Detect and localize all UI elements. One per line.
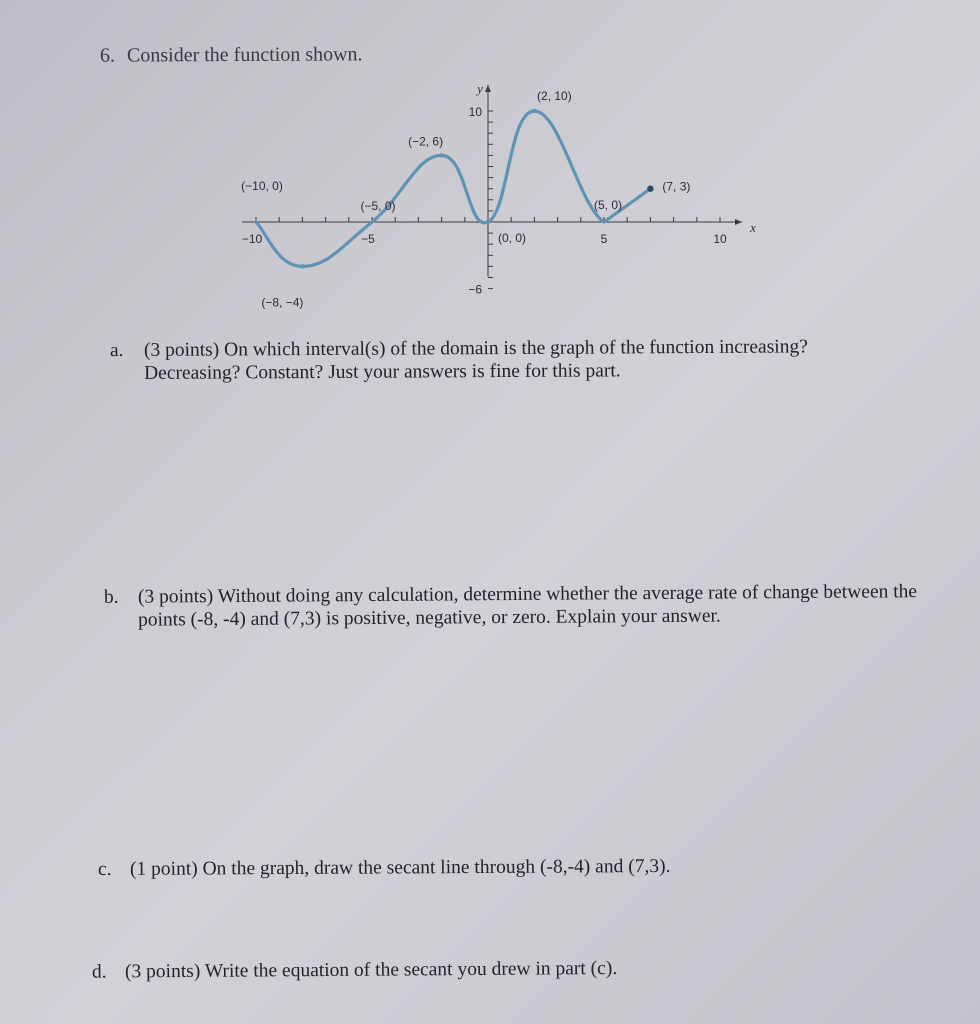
part-a-text: (3 points) On which interval(s) of the domain is the graph of the function increasing? Decreasing? Constant? Just your answers is fine for this part. (143, 336, 808, 384)
x-tick-label: −10 (241, 232, 263, 246)
x-tick-label: 5 (600, 232, 608, 246)
x-axis-label: x (750, 220, 756, 235)
part-a-label: a. (109, 339, 124, 362)
x-axis-arrow (735, 219, 742, 225)
y-tick-label: 10 (468, 105, 482, 119)
point-dot (300, 264, 304, 268)
point-label: (−5, 0) (360, 199, 396, 213)
part-a (110, 335, 900, 385)
part-b-text: (3 points) Without doing any calculation, determine whether the average rate of change between the points (-8, -4) and (7,3) is positive, negative, or zero. Explain your answer. (137, 581, 918, 631)
y-tick-label: −6 (468, 282, 482, 297)
point-label: (−10, 0) (241, 179, 283, 193)
point-dot (439, 153, 443, 157)
y-axis-arrow (485, 85, 491, 92)
point-label: (−8, −4) (261, 295, 304, 310)
part-d-label: d. (91, 961, 107, 983)
part-b (104, 580, 924, 632)
point-label: (−2, 6) (408, 134, 444, 149)
point-dot (532, 109, 536, 113)
x-tick-label: 10 (713, 232, 727, 246)
y-axis-label: y (477, 81, 483, 96)
point-dot (486, 220, 490, 224)
point-label: (2, 10) (537, 89, 572, 103)
part-b-label: b. (103, 586, 119, 608)
function-graph (0, 0, 980, 330)
point-label: (7, 3) (662, 179, 691, 194)
point-label: (5, 0) (593, 198, 623, 212)
part-d (92, 955, 852, 983)
x-tick-label: −5 (361, 232, 375, 246)
part-c-label: c. (97, 858, 112, 880)
part-d-text: (3 points) Write the equation of the secant you drew in part (c). (124, 957, 618, 983)
problem-number: 6. (99, 44, 116, 67)
part-c (98, 854, 858, 881)
function-curve (256, 111, 650, 266)
part-c-text: (1 point) On the graph, draw the secant line through (-8,-4) and (7,3). (129, 855, 671, 880)
endpoint-dot (647, 186, 653, 192)
problem-prompt: Consider the function shown. (126, 43, 363, 67)
point-label: (0, 0) (497, 231, 527, 245)
